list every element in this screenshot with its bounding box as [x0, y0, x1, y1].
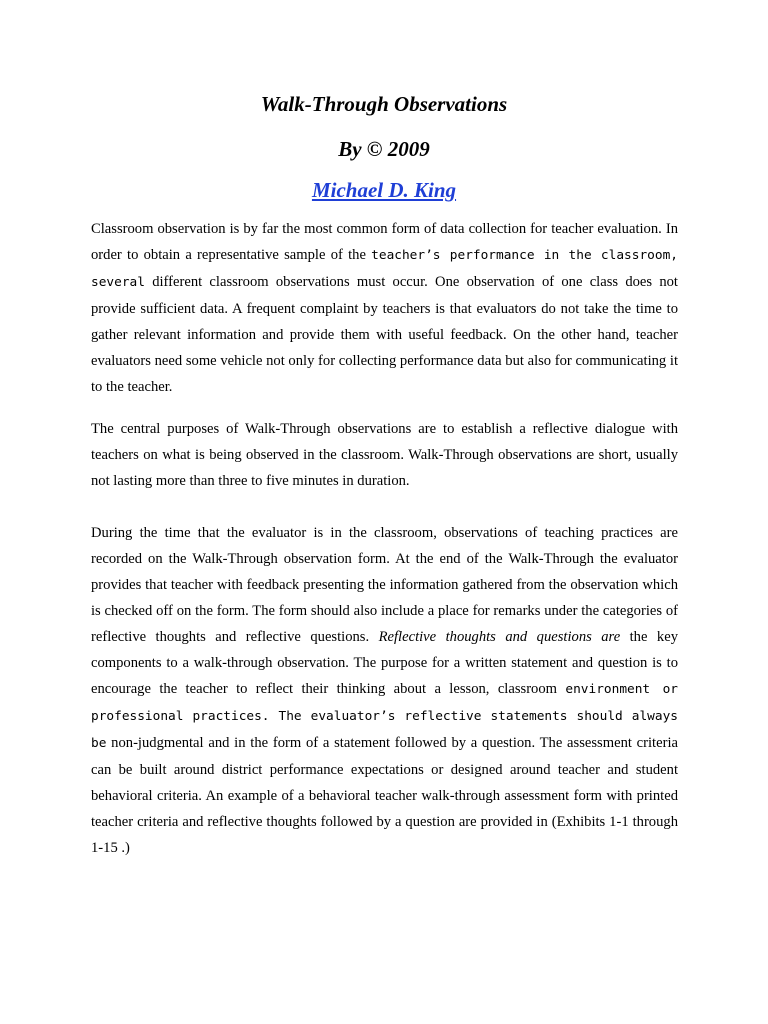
- paragraph-3: [91, 520, 678, 861]
- paragraph-3-text-b: the key components to a walk-through observation. The purpose for a written statement and question is to encourage the teacher to reflect their thinking about a lesson, classroom: [91, 629, 678, 697]
- paragraph-1-text-a: Classroom observation is by far the most common form of data collection for teacher evaluation. In order to obtain a representative sample of the: [91, 221, 678, 263]
- paragraph-3-text-italic: Reflective thoughts and questions are: [378, 629, 621, 645]
- paragraph-1: [91, 216, 678, 400]
- document-title: Walk-Through Observations: [260, 92, 508, 116]
- document-byline: By © 2009: [338, 137, 430, 161]
- paragraph-1-text-c: different classroom observations must occur. One observation of one class does not provide sufficient data. A frequent complaint by teachers is that evaluators do not take the time to gather relevant information and provide them with useful feedback. On the other hand, teacher evaluators need some vehicle not only for collecting performance data but also for communicating it to the teacher.: [91, 274, 678, 395]
- paragraph-3-text-mono: environment or professional practices. The evaluator’s reflective statements should always be: [91, 682, 678, 751]
- paragraph-3-text-c: non-judgmental and in the form of a statement followed by a question. The assessment criteria can be built around district performance expectations or designed around teacher and student behavioral criteria. An example of a behavioral teacher walk-through assessment form with printed teacher criteria and reflective thoughts followed by a question are provided in (Exhibits 1-1 through 1-15 .): [91, 735, 678, 856]
- paragraph-1-text-b: teacher’s performance in the classroom, several: [91, 248, 678, 290]
- paragraph-2: The central purposes of Walk-Through observations are to establish a reflective dialogue with teachers on what is being observed in the classroom. Walk-Through observations are short, usually not lasting more than three to five minutes in duration.: [91, 421, 678, 489]
- author-link[interactable]: Michael D. King: [311, 178, 457, 202]
- author-line: [0, 177, 768, 203]
- paragraph-3-text-a: During the time that the evaluator is in the classroom, observations of teaching practices are recorded on the Walk-Through observation form. At the end of the Walk-Through the evaluator provides that teacher with feedback presenting the information gathered from the observation which is checked off on the form. The form should also include a place for remarks under the categories of reflective thoughts and reflective questions.: [91, 525, 678, 645]
